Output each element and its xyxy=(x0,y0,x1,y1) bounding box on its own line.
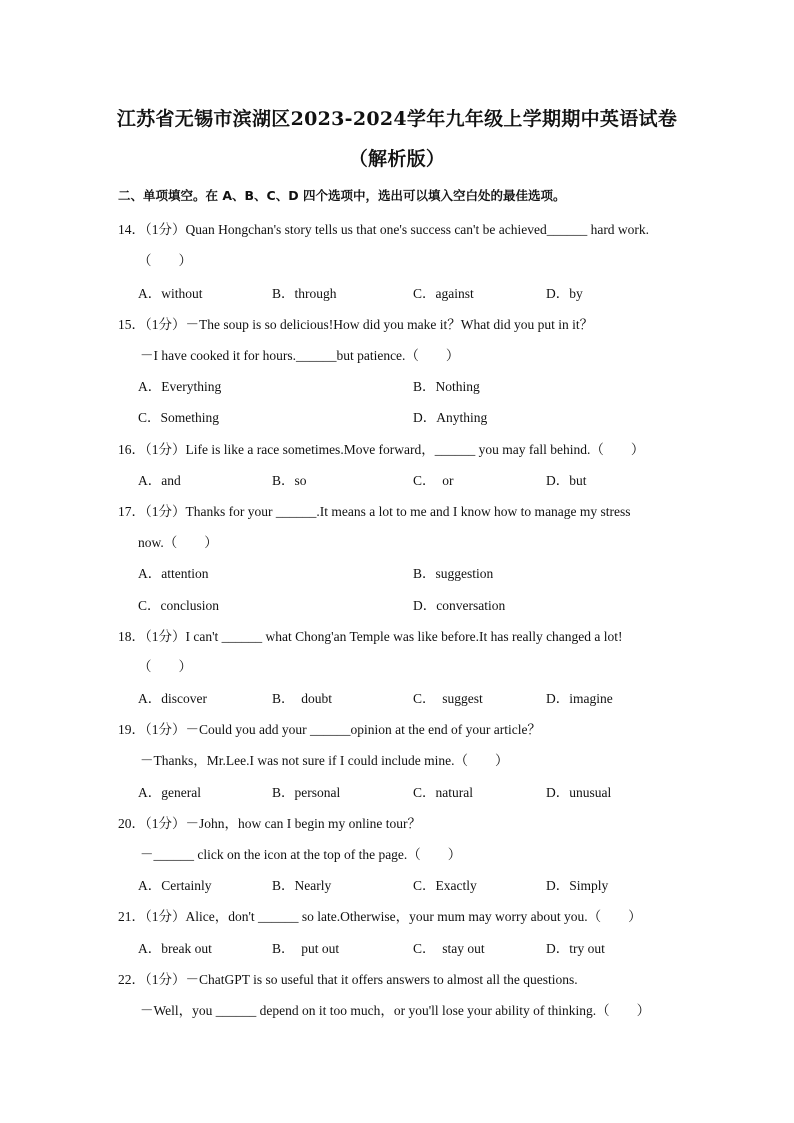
option-c: C． or xyxy=(413,473,454,488)
question-text: －Could you add your ______opinion at the end of your article？ xyxy=(185,722,541,737)
option-d: D．unusual xyxy=(546,785,612,800)
question-continuation: －Thanks，Mr.Lee.I was not sure if I could include mine.（ ） xyxy=(140,753,509,768)
option-c: C． stay out xyxy=(413,941,485,956)
option-d: D．Anything xyxy=(413,410,488,425)
option-c: C． suggest xyxy=(413,691,483,706)
option-a: A．break out xyxy=(138,941,212,956)
option-d: D．try out xyxy=(546,941,605,956)
question-20 xyxy=(118,812,421,832)
option-c: C．against xyxy=(413,286,474,301)
answer-bracket: （ ） xyxy=(138,659,192,674)
option-a: A．Everything xyxy=(138,379,222,394)
question-continuation: －I have cooked it for hours.______but patience.（ ） xyxy=(140,348,460,363)
option-a: A．attention xyxy=(138,566,209,581)
option-b: B．through xyxy=(272,286,337,301)
question-number: 18．（1分） xyxy=(118,629,186,644)
question-text: Alice，don't ______ so late.Otherwise，your mum may worry about you.（ ） xyxy=(185,909,642,924)
option-b: B．Nearly xyxy=(272,878,332,893)
question-continuation: now.（ ） xyxy=(138,535,218,550)
option-a: A．Certainly xyxy=(138,878,212,893)
question-number: 17．（1分） xyxy=(118,504,186,519)
question-text: －John，how can I begin my online tour？ xyxy=(185,816,421,831)
question-14 xyxy=(118,218,649,238)
option-b: B．so xyxy=(272,473,307,488)
question-text: Thanks for your ______.It means a lot to me and I know how to manage my stress xyxy=(185,504,631,519)
option-a: A．and xyxy=(138,473,181,488)
question-18 xyxy=(118,625,623,645)
question-16 xyxy=(118,438,644,458)
question-text: Quan Hongchan's story tells us that one's success can't be achieved______ hard work. xyxy=(185,222,650,237)
question-19 xyxy=(118,718,541,738)
question-number: 22．（1分） xyxy=(118,972,186,987)
question-text: －The soup is so delicious!How did you make it？What did you put in it？ xyxy=(185,317,594,332)
option-b: B． put out xyxy=(272,941,340,956)
option-c: C．natural xyxy=(413,785,473,800)
option-d: D．but xyxy=(546,473,587,488)
question-text: I can't ______ what Chong'an Temple was like before.It has really changed a lot! xyxy=(185,629,623,644)
question-number: 14．（1分） xyxy=(118,222,186,237)
option-a: A．general xyxy=(138,785,201,800)
question-number: 20．（1分） xyxy=(118,816,186,831)
option-d: D．Simply xyxy=(546,878,609,893)
option-b: B．personal xyxy=(272,785,341,800)
option-c: C．Something xyxy=(138,410,220,425)
option-a: A．without xyxy=(138,286,203,301)
page-title: 江苏省无锡市滨湖区2023-2024学年九年级上学期期中英语试卷 xyxy=(116,108,678,130)
question-21 xyxy=(118,905,642,925)
question-17 xyxy=(118,500,631,520)
question-number: 21．（1分） xyxy=(118,909,186,924)
option-b: B． doubt xyxy=(272,691,333,706)
question-continuation: －______ click on the icon at the top of the page.（ ） xyxy=(140,847,462,862)
option-c: C．Exactly xyxy=(413,878,477,893)
option-b: B．Nothing xyxy=(413,379,480,394)
question-continuation: －Well，you ______ depend on it too much，or you'll lose your ability of thinking.（ ） xyxy=(140,1003,651,1018)
question-number: 15．（1分） xyxy=(118,317,186,332)
option-a: A．discover xyxy=(138,691,207,706)
question-text: －ChatGPT is so useful that it offers answers to almost all the questions. xyxy=(185,972,578,987)
page-subtitle: （解析版） xyxy=(348,148,446,170)
option-b: B．suggestion xyxy=(413,566,494,581)
question-22 xyxy=(118,968,578,988)
question-15 xyxy=(118,313,593,333)
section-heading: 二、单项填空。在 A、B、C、D 四个选项中，选出可以填入空白处的最佳选项。 xyxy=(118,188,566,203)
question-text: Life is like a race sometimes.Move forward，______ you may fall behind.（ ） xyxy=(185,442,645,457)
option-d: D．by xyxy=(546,286,583,301)
question-number: 19．（1分） xyxy=(118,722,186,737)
option-d: D．conversation xyxy=(413,598,506,613)
option-c: C．conclusion xyxy=(138,598,219,613)
question-number: 16．（1分） xyxy=(118,442,186,457)
answer-bracket: （ ） xyxy=(138,253,192,268)
option-d: D．imagine xyxy=(546,691,613,706)
